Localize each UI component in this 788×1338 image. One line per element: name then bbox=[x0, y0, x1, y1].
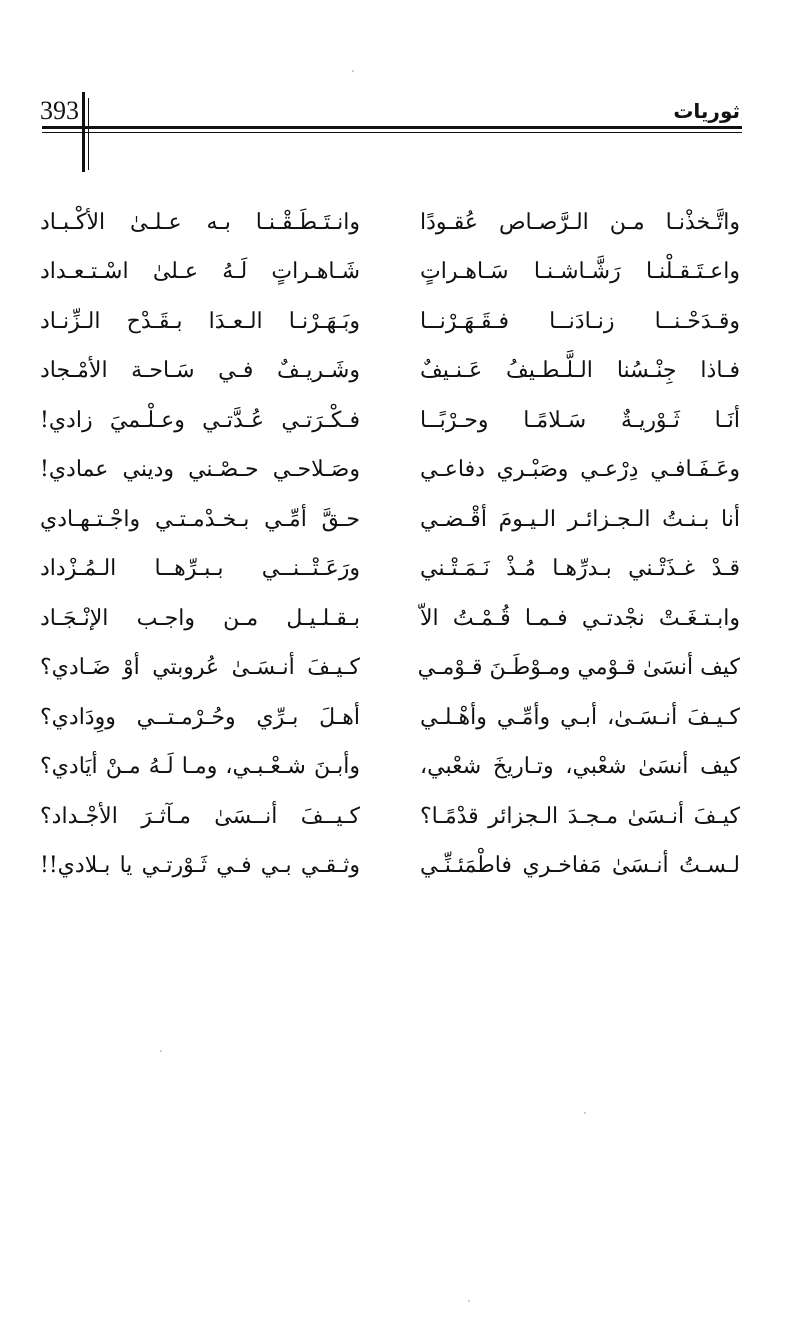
verse-second-hemistich: كـيـفَ أنـسَـىٰ عُروبتي أوْ ضَـادي؟ bbox=[40, 655, 360, 681]
verse bbox=[40, 693, 740, 743]
verse-first-hemistich: فـاذا جِنْـسُنا الـلَّـطـيفُ عَـنـيفٌ bbox=[420, 358, 740, 384]
verse-first-hemistich: أنَـا ثَـوْريـةٌ سَـلامًـا وحـرْبًــا bbox=[420, 407, 740, 433]
scan-speck bbox=[468, 1300, 470, 1302]
verse bbox=[40, 495, 740, 545]
verse-first-hemistich: كيف أنسَىٰ قـوْمي ومـوْطَـنَ قـوْمـي bbox=[417, 655, 740, 681]
verse-second-hemistich: وبَـهَـرْنـا الـعـدَا بـقَـدْح الـزِّنـاد bbox=[40, 308, 360, 334]
verse bbox=[40, 198, 740, 248]
verse bbox=[40, 396, 740, 446]
scan-speck bbox=[584, 1112, 586, 1114]
header-vertical-bar-thin bbox=[88, 98, 89, 170]
header-rule-thick bbox=[42, 126, 742, 129]
verse bbox=[40, 842, 740, 892]
verse-second-hemistich: فـكْـرَتـي عُـدَّتـي وعـلْـميَ زادي! bbox=[40, 407, 360, 433]
verse bbox=[40, 248, 740, 298]
verse bbox=[40, 446, 740, 496]
verse-first-hemistich: كيف أنسَىٰ شعْبي، وتـاريخَ شعْبي، bbox=[420, 754, 740, 780]
header-rule-thin bbox=[42, 132, 742, 133]
verse-second-hemistich: وثـقـي بـي فـي ثَـوْرتـي يا بـلادي!! bbox=[40, 853, 360, 879]
verse-second-hemistich: وصَـلاحـي حـصْـني وديني عمادي! bbox=[40, 457, 360, 483]
page-number: 393 bbox=[40, 96, 79, 125]
verse-first-hemistich: وعَـفَـافـي دِرْعـي وصَبْـري دفاعـي bbox=[420, 457, 740, 483]
scan-speck bbox=[160, 1050, 162, 1052]
verse-second-hemistich: حـقَّ أمِّـي بـخـدْمـتـي واجْـتـهـادي bbox=[40, 506, 360, 532]
verse-second-hemistich: وانـتَـطَـقْـنـا بـه عـلـىٰ الأكْـبـاد bbox=[40, 209, 360, 235]
running-title: ثوريات bbox=[673, 99, 740, 123]
verse-second-hemistich: وشَـريـفٌ فـي سَـاحـة الأمْـجاد bbox=[40, 358, 360, 384]
verse bbox=[40, 644, 740, 694]
verse-second-hemistich: شَـاهـراتٍ لَـهُ عـلىٰ اسْـتـعـداد bbox=[40, 259, 360, 285]
verse-first-hemistich: واعـتَـقـلْنـا رَشَّـاشـنـا سَـاهـراتٍ bbox=[420, 259, 740, 285]
verse bbox=[40, 743, 740, 793]
verse-first-hemistich: أنا بـنـتُ الـجـزائـر الـيـومَ أقْـضـي bbox=[420, 506, 740, 532]
verse bbox=[40, 792, 740, 842]
verse-second-hemistich: وأبـنَ شـعْـبـي، ومـا لَـهُ مـنْ أيَادي؟ bbox=[40, 754, 360, 780]
verse-second-hemistich: كـيــفَ أنــسَىٰ مـآثـرَ الأجْـداد؟ bbox=[40, 803, 360, 829]
verse-second-hemistich: أهـلَ بـرِّي وحُـرْمـتــي ووِدَادي؟ bbox=[40, 704, 360, 730]
verse-first-hemistich: لـسـتُ أنـسَىٰ مَفاخـري فاطْمَئـنِّـي bbox=[420, 853, 740, 879]
verse-first-hemistich: وقـدَحْـنــا زنـادَنــا فـقَـهَـرْنــا bbox=[420, 308, 740, 334]
verse-first-hemistich: واتَّـخذْنـا مـن الـرَّصـاص عُقـودًا bbox=[420, 209, 740, 235]
verse-first-hemistich: وابـتـغَـتْ نجْدتـي فـمـا قُـمْـتُ الاّ bbox=[420, 605, 740, 631]
verse bbox=[40, 347, 740, 397]
header-vertical-bar bbox=[82, 92, 85, 172]
verse bbox=[40, 545, 740, 595]
verse-first-hemistich: كيـفَ أنـسَىٰ مـجـدَ الـجزائر قدْمًـا؟ bbox=[420, 803, 740, 829]
verse bbox=[40, 594, 740, 644]
verse bbox=[40, 297, 740, 347]
scan-speck bbox=[352, 70, 354, 72]
poem bbox=[40, 198, 740, 891]
verse-first-hemistich: قـدْ غـذَتْـني بـدرِّهـا مُـذْ نَـمَـتْـني bbox=[420, 556, 740, 582]
verse-second-hemistich: ورَعَـتْــنــي بـبـرِّهــا الـمُـزْداد bbox=[40, 556, 360, 582]
verse-second-hemistich: بـقـلـيـل مـن واجـب الإنْـجَـاد bbox=[40, 605, 360, 631]
verse-first-hemistich: كـيـفَ أنـسَـىٰ، أبـي وأمِّـي وأهْـلـي bbox=[420, 704, 740, 730]
running-header bbox=[40, 90, 740, 130]
